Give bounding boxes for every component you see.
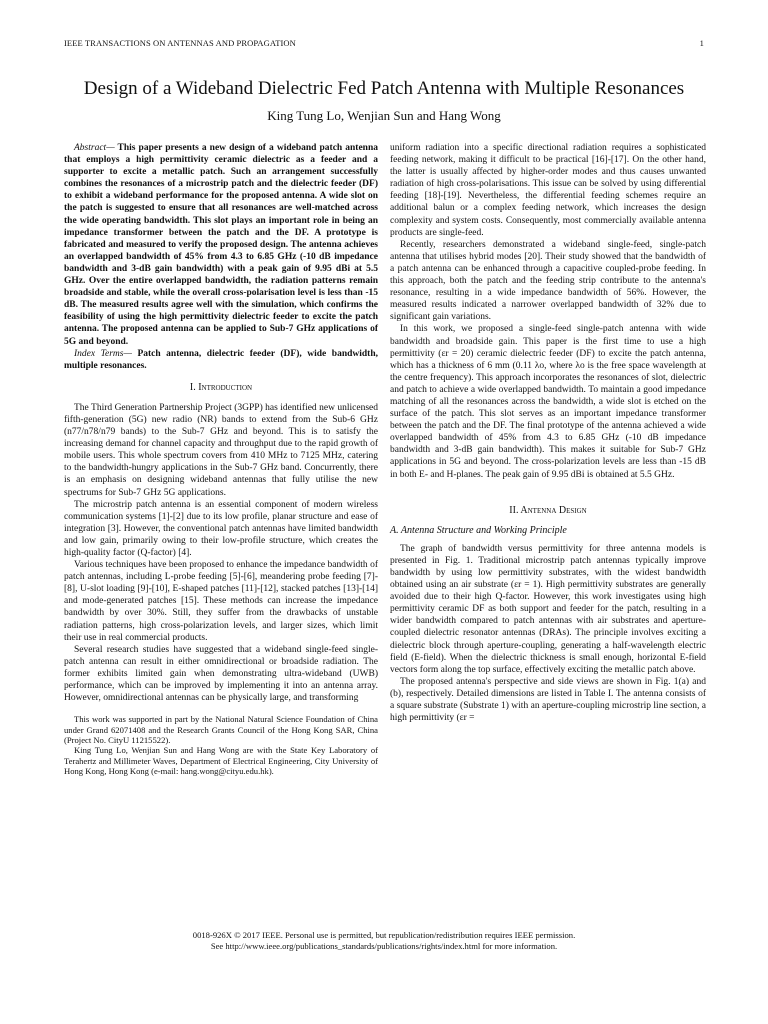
page-number: 1	[699, 38, 704, 48]
paper-title: Design of a Wideband Dielectric Fed Patch Antenna with Multiple Resonances	[83, 78, 685, 99]
running-header	[64, 38, 704, 52]
abstract-text: This paper presents a new design of a wideband patch antenna that employs a high permittivity ceramic dielectric as a feeder and a supporter to excite a metallic patch. Such an arrangement successfully combines the resonances of a microstrip patch and the dielectric feeder (DF) to exhibit a wideband performance for the proposed antenna. A wide slot on the patch is suggested to ensure that all resonances are well-matched across the wide operating bandwidth. This slot plays an important role in being an impedance transformer between the patch and the DF. A prototype is fabricated and measured to verify the proposed design. The antenna achieves an overlapped bandwidth of 45% from 4.3 to 6.85 GHz (-10 dB impedance bandwidth and 3-dB gain bandwidth) with a peak gain of 9.95 dBi at 5.5 GHz. Over the entire overlapped bandwidth, the radiation patterns remain broadside and stable, while the overall cross-polarisation level is less than -15 dB. The measured results agree well with the simulation, which confirms the feasibility of using the high permittivity dielectric feeder to excite the patch antenna. The proposed antenna can be applied to Sub-7 GHz applications of 5G and beyond.	[64, 143, 378, 347]
left-column	[64, 142, 378, 777]
journal-name: IEEE TRANSACTIONS ON ANTENNAS AND PROPAGATION	[64, 38, 296, 48]
footnote	[64, 714, 378, 776]
intro-paragraph: Various techniques have been proposed to enhance the impedance bandwidth of patch antennas, including L-probe feeding [5]-[6], meandering probe feeding [7]-[8], U-slot loading [9]-[10], E-shaped patches [11]-[12], stacked patches [13]-[14] and mode-generated patches [15]. These methods can increase the impedance bandwidth by over 30%. Still, they suffer from the drawbacks of unstable radiation patterns, high cross-polarization levels, and larger sizes, which limit their use in real commercial products.	[64, 560, 378, 643]
body-paragraph: The graph of bandwidth versus permittivity for three antenna models is presented in Fig. 1. Traditional microstrip patch antennas typically improve bandwidth by using low permittivity substrates, with the widest bandwidth obtained using an air substrate (εr = 1). High permittivity substrates are generally avoided due to their high Q-factor. However, this work investigates using high permittivity ceramic DF as both support and feeder for the patch, resulting in a wider bandwidth compared to patch antennas with air substrates and aperture-coupled dielectric resonator antennas (DRAs). The principle involves exciting a dielectric block through aperture-coupling, generating a half-wavelength electric field (E-field). When the dielectric thickness is small enough, horizontal E-field vectors form along the top surface, effectively exciting the metallic patch above.	[390, 543, 706, 675]
body-paragraph: Recently, researchers demonstrated a wideband single-feed, single-patch antenna that utilises hybrid modes [20]. Their study showed that the bandwidth of a patch antenna can be enhanced through a capacitive coupled-probe feeding. In this approach, both the patch and the feeding strip contribute to the antenna's resonance, resulting in a wide impedance bandwidth of 56%. However, the measured results indicated a narrower overlapped bandwidth of 32% due to significant gain variations.	[390, 239, 706, 323]
section-heading-introduction: I. Introduction	[189, 381, 253, 393]
funding-note: This work was supported in part by the National Natural Science Foundation of China under Grand 62071408 and the Research Grants Council of the Hong Kong SAR, China (Project No. CityU 11215522).	[64, 714, 378, 746]
index-terms-label: Index Terms—	[74, 348, 132, 359]
intro-paragraph: The Third Generation Partnership Project (3GPP) has identified new unlicensed fifth-generation (5G) new radio (NR) bands to extend from the Sub-6 GHz (n77/n78/n79 bands) to the Sub-7 GHz and beyond. This is to satisfy the increasing demand for channel capacity and throughput due to the rapid growth of mobile users. This whole spectrum covers from 410 MHz to 7125 MHz, catering to the bandwidth-hungry applications in the Sub-7 GHz band. Concurrently, there is an emphasis on designing wideband antennas that fully utilise the new spectrums for Sub-7 GHz 5G applications.	[64, 402, 378, 498]
intro-paragraph: The microstrip patch antenna is an essential component of modern wireless communication systems [1]-[2] due to its low profile, planar structure and ease of integration [3]. However, the conventional patch antennas have limited bandwidth and low gain, primarily owing to their low-profile structure, which creates the high-quality factor (Q-factor) [4].	[64, 499, 378, 558]
right-column	[390, 142, 706, 724]
subsection-heading: A. Antenna Structure and Working Principle	[390, 524, 567, 536]
rights-line: See http://www.ieee.org/publications_standards/publications/rights/index.html for more information.	[210, 940, 558, 951]
index-terms	[64, 348, 378, 372]
paper-authors: King Tung Lo, Wenjian Sun and Hang Wong	[267, 108, 501, 123]
intro-paragraph: Several research studies have suggested that a wideband single-feed single-patch antenna can result in either omnidirectional or broadside radiation. The former exhibits limited gain when demonstrating ultra-wideband (UWB) performance, which can be improved by implementing it into an antenna array. However, omnidirectional antennas can be physically large, and transforming	[64, 644, 378, 704]
body-paragraph: uniform radiation into a specific directional radiation requires a sophisticated feeding network, making it difficult to be practical [16]-[17]. On the other hand, the latter is usually affected by higher-order modes and thus causes unwanted radiation of high cross-polarisations. This issue can be solved by using differential feeding [18]-[19]. Nevertheless, the differential feeding schemes require an additional balun or a complex feeding network, which increases the design complexity and system costs. Consequently, most commercially available antenna products are single-feed.	[390, 143, 706, 238]
index-terms-text: Patch antenna, dielectric feeder (DF), wide bandwidth, multiple resonances.	[64, 348, 378, 371]
section-heading-antenna-design: II. Antenna Design	[509, 504, 587, 516]
abstract	[64, 142, 378, 348]
body-paragraph: In this work, we proposed a single-feed single-patch antenna with wide bandwidth and broadside gain. This paper is the first time to use a high permittivity (εr = 20) ceramic dielectric feeder (DF) to excite the patch antenna, which has a thickness of 6 mm (0.11 λo, where λo is the free space wavelength at the centre frequency). This approach incorporates the resonances of slot, dielectric and patch to achieve a wide overlapped bandwidth. To maintain a good impedance matching of all the resonances across the bandwidth, a wide slot is etched on the surface of the patch. This slot serves as an important impedance transformer between the patch and the DF. The final prototype of the antenna achieved a wide overlapped bandwidth of 45% from 4.3 to 6.85 GHz (-10 dB impedance bandwidth and 3-dB gain bandwidth). This makes it suitable for Sub-7 GHz applications in 5G and beyond. The cross-polarization levels are less than -15 dB in both E- and H-planes. The peak gain of 9.95 dBi is obtained at 5.5 GHz.	[390, 324, 706, 480]
copyright-footer	[64, 930, 704, 951]
affiliation-note: King Tung Lo, Wenjian Sun and Hang Wong are with the State Key Laboratory of Terahertz and Millimeter Waves, Department of Electrical Engineering, City University of Hong Kong, Hong Kong (e-mail: hang.wong@cityu.edu.hk).	[64, 745, 378, 777]
copyright-line: 0018-926X © 2017 IEEE. Personal use is permitted, but republication/redistribution requires IEEE permission.	[192, 930, 576, 940]
body-paragraph: The proposed antenna's perspective and side views are shown in Fig. 1(a) and (b), respectively. Detailed dimensions are listed in Table I. The antenna consists of a square substrate (Substrate 1) with an aperture-coupling microstrip line section, a high permittivity (εr =	[390, 676, 706, 724]
abstract-label: Abstract—	[74, 143, 115, 153]
